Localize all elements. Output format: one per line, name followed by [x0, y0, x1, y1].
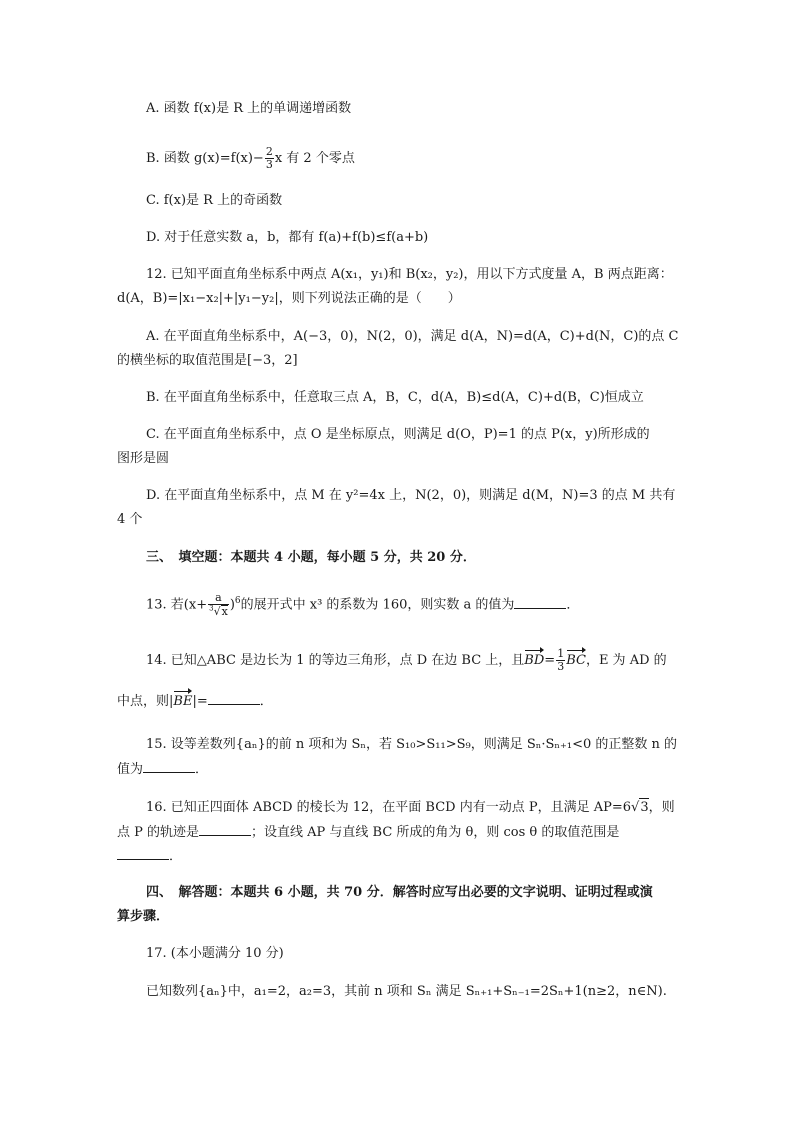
- q15-line2-prefix: 值为: [117, 762, 144, 777]
- q13-radical-index: 3: [209, 604, 214, 613]
- q16-line1-prefix: 16. 已知正四面体 ABCD 的棱长为 12，在平面 BCD 内有一动点 P，且满足 AP=6: [146, 800, 632, 815]
- q14-eq: =: [544, 653, 556, 668]
- q11-b-frac-num: 2: [265, 145, 273, 158]
- section-4-heading-line1: 四、 解答题：本题共 6 小题，共 70 分．解答时应写出必要的文字说明、证明过程或演: [146, 885, 653, 900]
- q13-end: ．: [566, 597, 580, 613]
- q11-option-c: C. f(x)是 R 上的奇函数: [146, 193, 283, 208]
- q12-option-d-line2: 4 个: [117, 512, 143, 527]
- q14-end: ．: [259, 694, 273, 709]
- q11-option-b-fraction: [265, 146, 274, 171]
- q16-answer-blank-2[interactable]: [117, 847, 169, 860]
- q14-vector-bd: BD: [524, 653, 545, 668]
- q11-option-a: A. 函数 f(x)是 R 上的单调递增函数: [146, 101, 352, 116]
- q14-vector-bc: BC: [566, 653, 586, 668]
- q14-answer-blank[interactable]: [208, 692, 260, 705]
- q13-fraction: [208, 592, 229, 618]
- q14-line1-prefix: 14. 已知△ABC 是边长为 1 的等边三角形，点 D 在边 BC 上，且: [146, 653, 525, 668]
- q16-sqrt-value: 3: [640, 800, 649, 815]
- q16-line2: [117, 823, 619, 842]
- q13-exponent: 6: [234, 596, 241, 607]
- q15-line1: 15. 设等差数列{aₙ}的前 n 项和为 Sₙ，若 S₁₀>S₁₁>S₉，则满足 Sₙ·Sₙ₊₁<0 的正整数 n 的: [146, 737, 678, 752]
- q11-option-b-prefix: B. 函数 g(x)=f(x)−: [146, 151, 264, 166]
- q16-end: ．: [169, 849, 183, 864]
- q12-option-d-line1: D. 在平面直角坐标系中，点 M 在 y²=4x 上，N(2，0)，则满足 d(M，N)=3 的点 M 共有: [146, 488, 676, 503]
- q14-line1: [146, 648, 667, 673]
- q11-b-frac-den: 3: [265, 158, 273, 171]
- q14-frac-den: 3: [557, 660, 565, 673]
- q13-radicand: x: [221, 605, 228, 618]
- q13-frac-num: a: [208, 592, 229, 605]
- q15-line2: [117, 760, 208, 779]
- q16-line3: [117, 847, 182, 866]
- q16-answer-blank-1[interactable]: [199, 823, 251, 836]
- q16-line1-suffix: ，则: [648, 800, 675, 815]
- q13-suffix: 的展开式中 x³ 的系数为 160，则实数 a 的值为: [240, 597, 515, 613]
- q14-vector-be: BE: [173, 694, 193, 709]
- q17-stem: 已知数列{aₙ}中，a₁=2，a₂=3，其前 n 项和 Sₙ 满足 Sₙ₊₁+Sₙ₋₁=2Sₙ+1(n≥2，n∈N).: [146, 984, 667, 999]
- q12-option-a-line1: A. 在平面直角坐标系中，A(−3，0)，N(2，0)，满足 d(A，N)=d(A，C)+d(N，C)的点 C: [146, 329, 679, 344]
- q12-option-c-line1: C. 在平面直角坐标系中，点 O 是坐标原点，则满足 d(O，P)=1 的点 P(x，y)所形成的: [146, 427, 650, 442]
- q13-prefix: 13. 若(x+: [146, 597, 208, 613]
- q16-line1: 16. 已知正四面体 ABCD 的棱长为 12，在平面 BCD 内有一动点 P，且满足 AP=6√3，则: [146, 800, 675, 815]
- q17-title: 17. (本小题满分 10 分): [146, 946, 284, 961]
- q12-stem-line1: 12. 已知平面直角坐标系中两点 A(x₁，y₁)和 B(x₂，y₂)，用以下方式度量 A，B 两点距离：: [146, 267, 673, 282]
- q15-answer-blank[interactable]: [143, 760, 195, 773]
- q12-stem-line2: d(A，B)=|x₁−x₂|+|y₁−y₂|，则下列说法正确的是（ ）: [117, 291, 461, 306]
- q15-end: ．: [195, 762, 209, 777]
- q14-fraction: [556, 648, 565, 673]
- q14-line2: [117, 692, 273, 711]
- q13-line: 13. 若(x+ $\frac{a}{^3√x}$ )$^6$的展开式中 x³ 的系数为 160，则实数 a 的值为 ．: [146, 591, 580, 618]
- q12-option-b: B. 在平面直角坐标系中，任意取三点 A，B，C，d(A，B)≤d(A，C)+d(B，C)恒成立: [146, 390, 644, 405]
- q16-line2-suffix: ；设直线 AP 与直线 BC 所成的角为 θ，则 cos θ 的取值范围是: [251, 825, 620, 840]
- q13-answer-blank[interactable]: [514, 596, 566, 609]
- q14-line1-suffix: ，E 为 AD 的: [585, 653, 667, 668]
- section-3-heading: 三、 填空题：本题共 4 小题，每小题 5 分，共 20 分．: [146, 550, 476, 565]
- q11-option-b-suffix: x 有 2 个零点: [274, 151, 355, 166]
- q16-line2-prefix: 点 P 的轨迹是: [117, 825, 200, 840]
- section-4-heading-line2: 算步骤．: [117, 909, 170, 924]
- q11-option-d: D. 对于任意实数 a，b，都有 f(a)+f(b)≤f(a+b): [146, 230, 429, 245]
- q12-option-a-line2: 的横坐标的取值范围是[−3，2]: [117, 353, 298, 368]
- q12-option-c-line2: 图形是圆: [117, 451, 170, 466]
- q14-frac-num: 1: [557, 647, 565, 660]
- q11-option-b: [146, 146, 355, 171]
- q14-line2-mid: |=: [192, 694, 208, 709]
- q13-frac-den: $^3$√x: [209, 604, 228, 618]
- q14-line2-prefix: 中点，则|: [117, 694, 174, 709]
